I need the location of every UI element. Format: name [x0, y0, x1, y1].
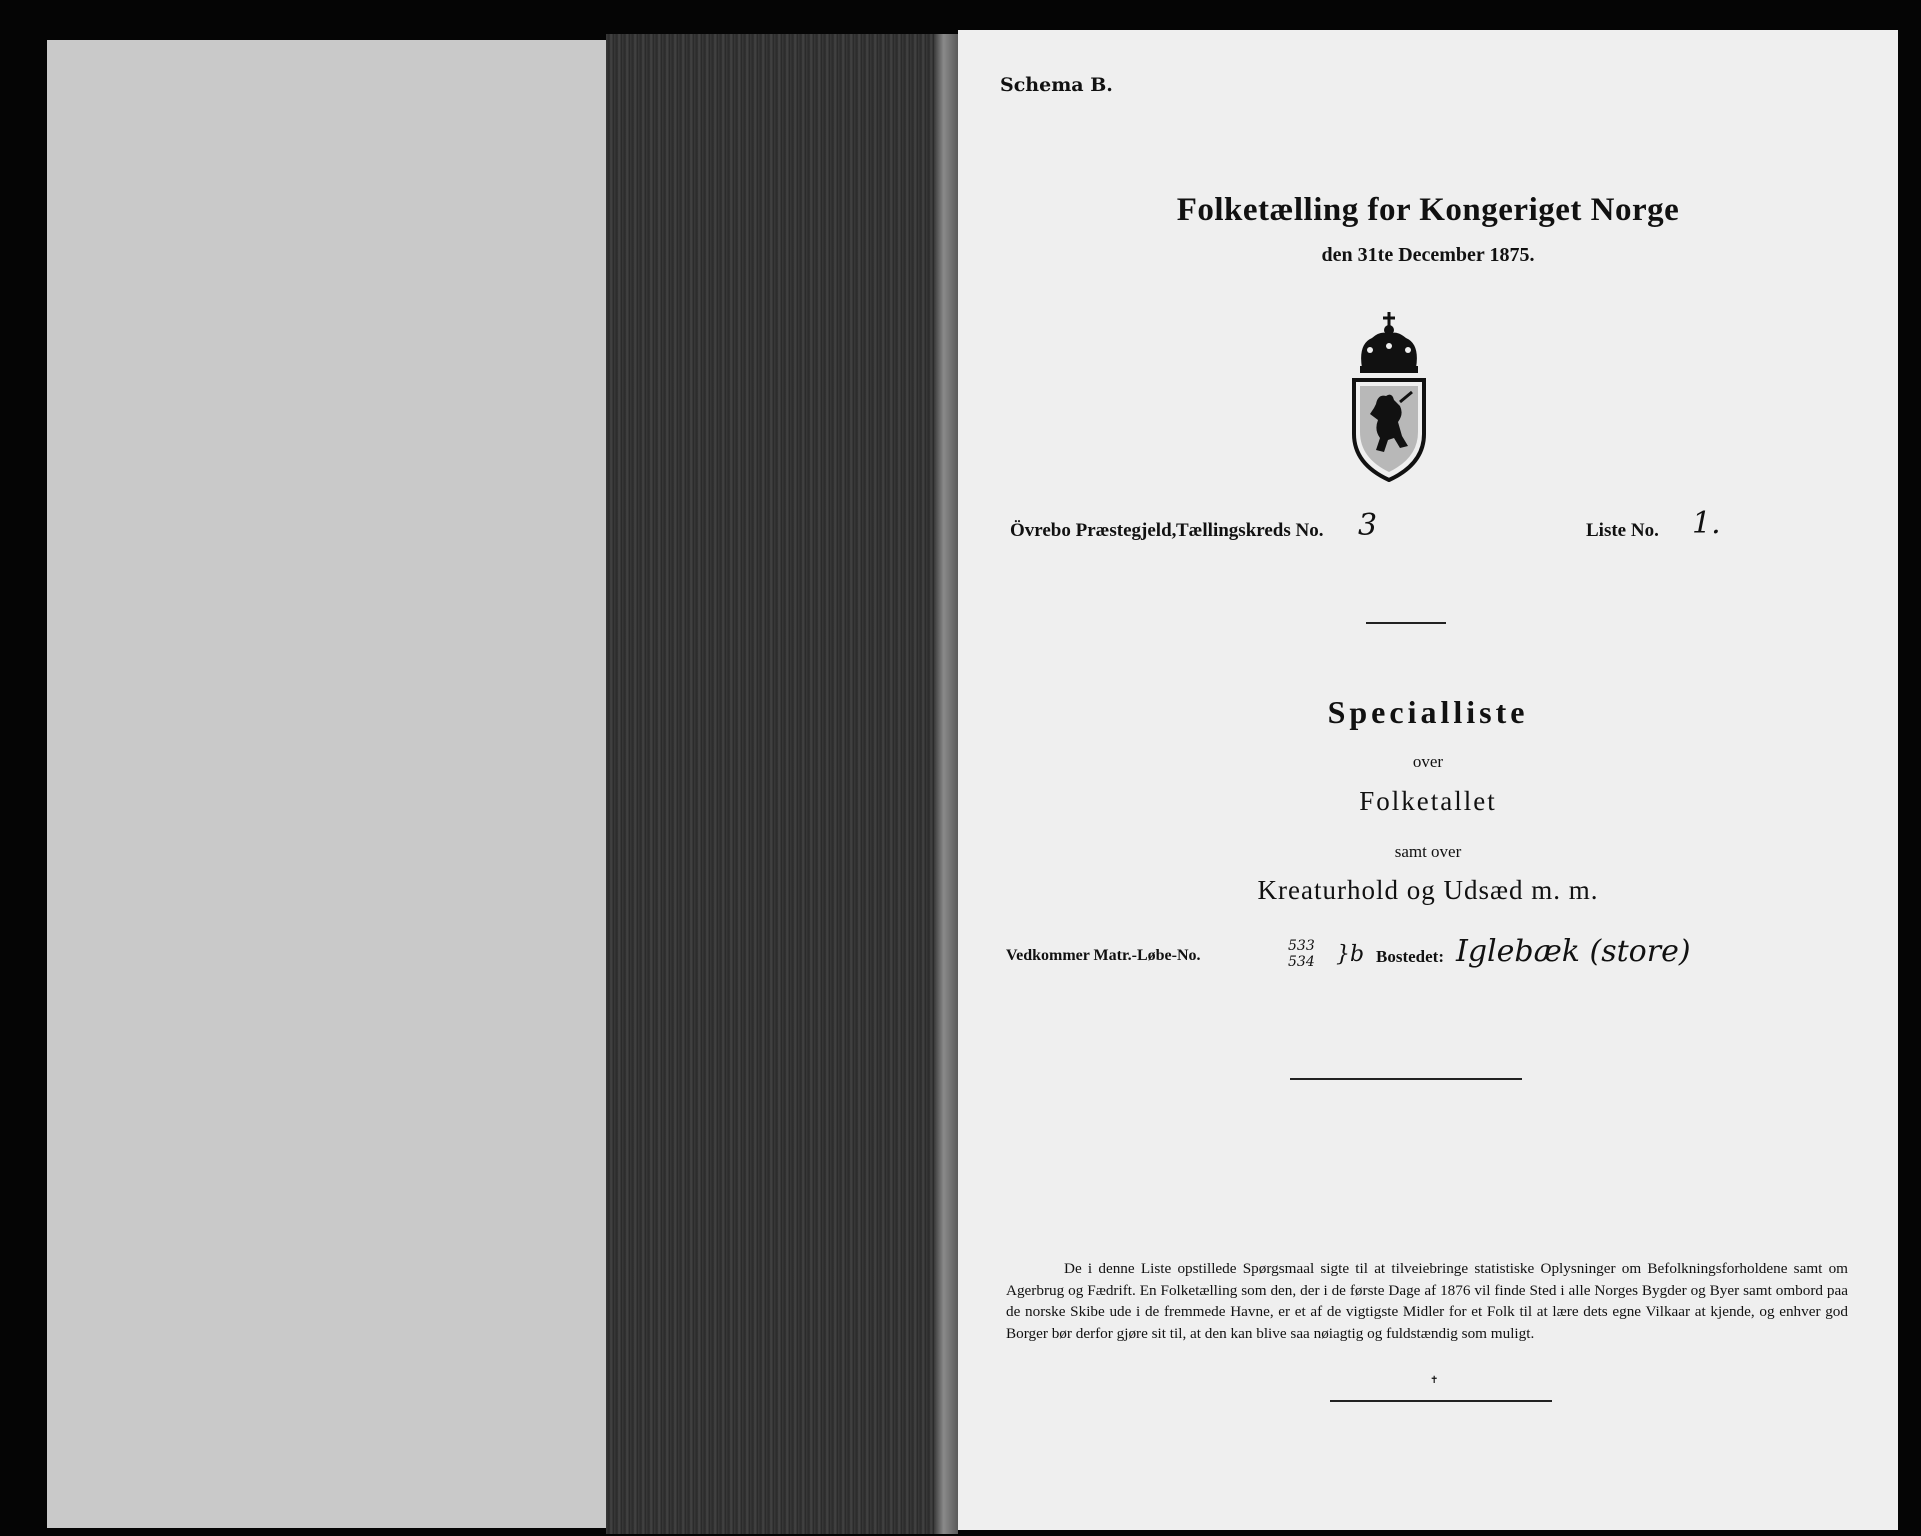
parish-label: Övrebo Præstegjeld,: [1010, 520, 1177, 541]
census-form-page: [958, 30, 1898, 1530]
matr-value: [1288, 938, 1315, 970]
list-label: Liste No.: [1586, 520, 1659, 541]
place-label: Bostedet:: [1376, 947, 1444, 966]
heading-specialliste: Specialliste: [1327, 694, 1529, 730]
circle-value: 3: [1358, 508, 1378, 543]
explanation-paragraph: De i denne Liste opstillede Spørgsmaal sigte til at tilveiebringe statistiske Oplysninger om Befolkningsforholdene samt om Agerbrug og Fædrift. En Folketælling som den, der i de første Dage af 1876 vil finde Sted i alle Norges Bygder og Byer samt ombord paa de norske Skibe ude i de fremmede Havne, er et af de vigtigste Midler for et Folk til at lære dets egne Vilkaar at kjende, og enhver god Borger bør derfor gjøre sit til, at den kan blive saa nøiagtig og fuldstændig som muligt.: [1006, 1260, 1848, 1342]
schema-label: Schema B.: [1000, 74, 1113, 96]
book-spine: [606, 34, 958, 1534]
matr-label: Vedkommer Matr.-Løbe-No.: [1006, 947, 1201, 964]
subject-folketallet: Folketallet: [1359, 786, 1497, 816]
subject-kreaturhold: Kreaturhold og Udsæd m. m.: [1257, 875, 1599, 905]
divider-long: [1290, 1078, 1522, 1080]
circle-label: Tællingskreds No.: [1176, 520, 1324, 541]
norwegian-coat-of-arms-icon: [1348, 310, 1430, 482]
left-page: [47, 40, 607, 1528]
list-value: 1.: [1692, 506, 1721, 541]
matr-value-bottom: 534: [1288, 954, 1315, 970]
divider-bottom: [1330, 1400, 1552, 1402]
dagger-mark: ✝: [1430, 1375, 1439, 1386]
spine-edge: [934, 34, 958, 1534]
form-date: den 31te December 1875.: [1321, 244, 1535, 266]
divider-short: [1366, 622, 1446, 624]
place-value: Iglebæk (store): [1456, 934, 1691, 969]
matr-value-suffix: }b: [1336, 942, 1365, 967]
over-label: over: [1412, 752, 1444, 771]
matr-value-top: 533: [1288, 938, 1315, 954]
form-title: Folketælling for Kongeriget Norge: [1176, 192, 1680, 228]
samt-over-label: samt over: [1394, 842, 1462, 861]
